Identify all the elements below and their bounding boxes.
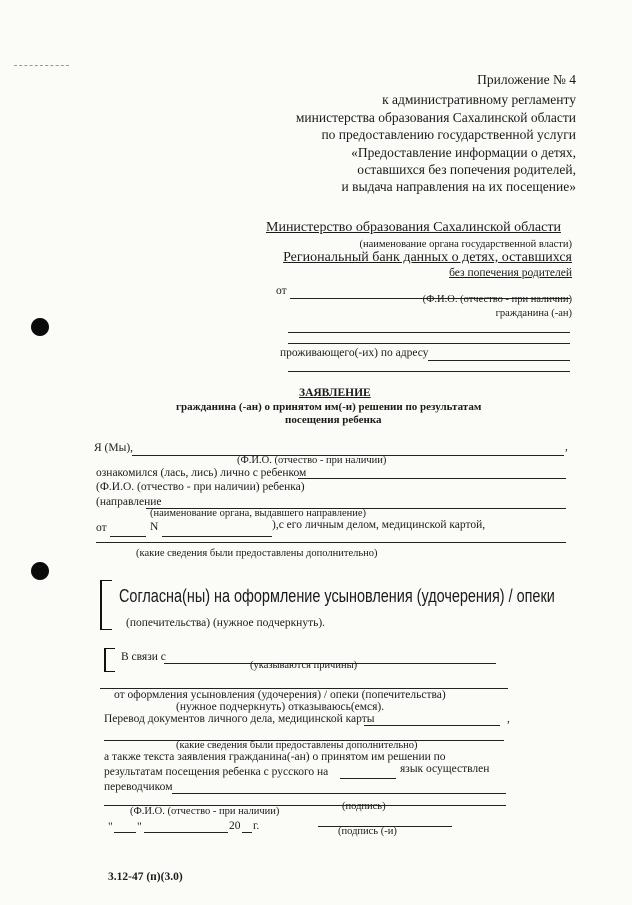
- child-fio-caption: (Ф.И.О. (отчество - при наличии) ребенка): [96, 481, 305, 493]
- bank-name-line1: Региональный банк данных о детях, оставшихся: [283, 250, 572, 265]
- fio-caption: (Ф.И.О. (отчество - при наличии): [237, 455, 387, 466]
- from-label: от: [276, 285, 287, 297]
- due-to-label: В связи с: [121, 651, 166, 663]
- translation-text: Перевод документов личного дела, медицинской карты: [104, 713, 375, 725]
- ministry-caption: (наименование органа государственной власти): [359, 239, 572, 250]
- also-text: а также текста заявления гражданина(-ан) о принятом им решении по: [104, 751, 446, 763]
- appendix-line: «Предоставление информации о детях,: [351, 145, 576, 160]
- with-file-text: ),с его личным делом, медицинской картой,: [272, 519, 486, 531]
- appendix-line: по предоставлению государственной услуги: [321, 127, 576, 142]
- date-quote-close: ": [137, 821, 142, 833]
- date-day-line: [114, 832, 136, 833]
- extra-info-caption: (какие сведения были предоставлены дополнительно): [176, 740, 418, 751]
- blank-line: [288, 332, 570, 333]
- referral-label: (направление: [96, 496, 162, 508]
- appendix-line: и выдача направления на их посещение»: [341, 179, 576, 194]
- address-line: [288, 371, 570, 372]
- scan-artifact: [14, 65, 69, 66]
- statement-subtitle: посещения ребенка: [285, 414, 382, 426]
- blank-line: [96, 542, 566, 543]
- appendix-line: к административному регламенту: [382, 92, 576, 107]
- consent-text: Согласна(ны) на оформление усыновления (удочерения) / опеки: [119, 585, 555, 606]
- hole-punch-mark: [31, 562, 49, 580]
- blank-line: [288, 343, 570, 344]
- date-from-label: от: [96, 522, 107, 534]
- refused-text: (нужное подчеркнуть) отказываюсь(емся).: [176, 701, 385, 713]
- date-year: 20: [229, 820, 241, 832]
- date-quote-open: ": [108, 821, 113, 833]
- child-name-line: [298, 478, 566, 479]
- i-we-label: Я (Мы),: [94, 442, 134, 454]
- number-label: N: [150, 521, 159, 533]
- date-month-line: [144, 832, 228, 833]
- date-suffix: г.: [253, 820, 260, 832]
- signature-caption: (подпись): [342, 801, 386, 812]
- also-text: результатам посещения ребенка с русского на: [104, 766, 329, 778]
- bank-name-line2: без попечения родителей: [449, 267, 572, 279]
- blank-line: [172, 793, 506, 794]
- from-adoption-text: от оформления усыновления (удочерения) / опеки (попечительства): [114, 689, 446, 701]
- date-year-line: [242, 832, 252, 833]
- also-text: язык осуществлен: [400, 763, 490, 775]
- ministry-name: Министерство образования Сахалинской области: [266, 220, 561, 235]
- referral-date-line: [110, 536, 146, 537]
- appendix-line: оставшихся без попечения родителей,: [357, 162, 576, 177]
- translation-line: [364, 725, 500, 726]
- extra-info-caption: (какие сведения были предоставлены дополнительно): [136, 548, 378, 559]
- referral-number-line: [162, 536, 272, 537]
- comma: ,: [565, 441, 568, 453]
- form-code: 3.12-47 (п)(3.0): [108, 871, 183, 883]
- signatures-caption: (подпись (-и): [338, 826, 397, 837]
- org-caption: (наименование органа, выдавшего направление): [150, 508, 366, 519]
- address-label: проживающего(-их) по адресу: [280, 347, 429, 359]
- interpreter-label: переводчиком: [104, 781, 173, 793]
- reasons-caption: (указываются причины): [250, 660, 358, 671]
- refusal-checkbox[interactable]: [104, 648, 115, 672]
- comma: ,: [507, 713, 510, 725]
- address-line: [428, 360, 570, 361]
- consent-checkbox[interactable]: [100, 580, 112, 630]
- appendix-title: Приложение № 4: [477, 72, 576, 87]
- consent-continuation: (попечительства) (нужное подчеркнуть).: [126, 617, 326, 629]
- familiarized-text: ознакомился (лась, лись) лично с ребенком: [96, 467, 307, 479]
- applicant-fio-caption: (Ф.И.О. (отчество - при наличии): [422, 294, 572, 305]
- statement-subtitle: гражданина (-ан) о принятом им(-и) решении по результатам: [176, 401, 482, 413]
- hole-punch-mark: [31, 318, 49, 336]
- interpreter-fio-caption: (Ф.И.О. (отчество - при наличии): [130, 806, 280, 817]
- citizen-caption: гражданина (-ан): [495, 308, 572, 319]
- appendix-line: министерства образования Сахалинской области: [295, 110, 576, 125]
- statement-title: ЗАЯВЛЕНИЕ: [299, 387, 371, 399]
- language-line: [340, 778, 396, 779]
